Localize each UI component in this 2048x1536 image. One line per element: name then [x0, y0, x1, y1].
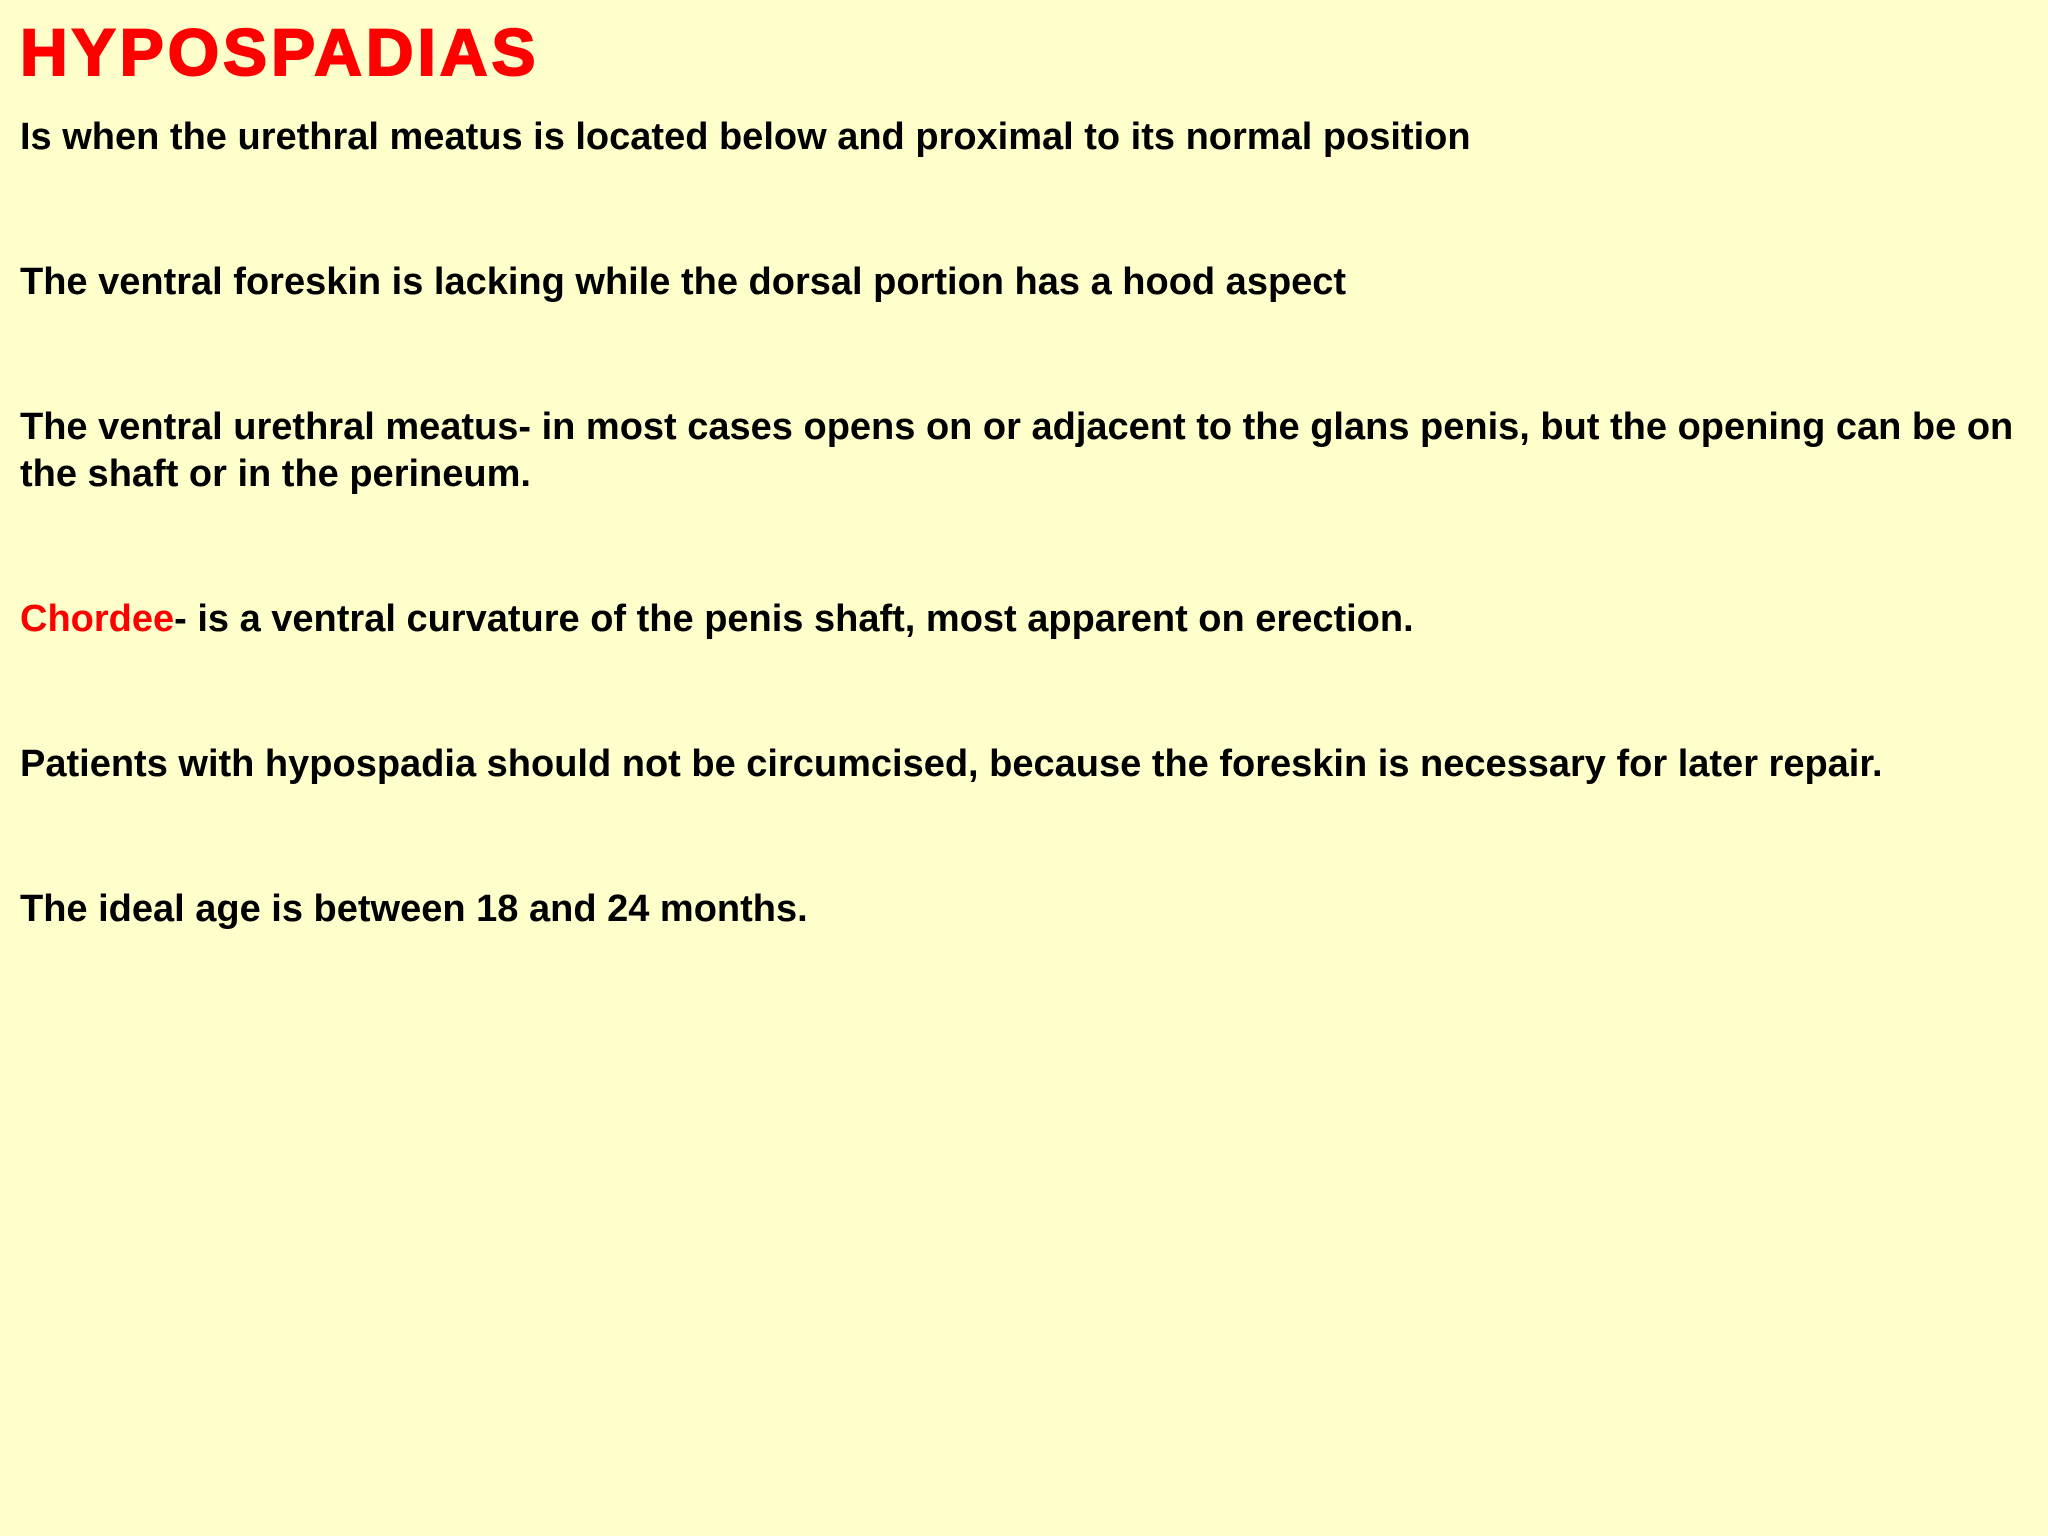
paragraph-meatus-location: The ventral urethral meatus- in most cases opens on or adjacent to the glans penis, but the opening can be on the shaft or in the perineum.	[20, 406, 2014, 495]
paragraph-foreskin: The ventral foreskin is lacking while the dorsal portion has a hood aspect	[20, 261, 1347, 303]
chordee-term: Chordee	[20, 598, 175, 640]
paragraph-chordee	[20, 596, 2030, 643]
paragraph-ideal-age: The ideal age is between 18 and 24 months.	[20, 888, 808, 930]
slide-title: HYPOSPADIAS	[20, 15, 540, 89]
paragraph-definition: Is when the urethral meatus is located below and proximal to its normal position	[20, 116, 1471, 158]
paragraph-circumcision: Patients with hypospadia should not be circumcised, because the foreskin is necessary for later repair.	[20, 743, 1883, 785]
chordee-definition: - is a ventral curvature of the penis shaft, most apparent on erection.	[174, 598, 1414, 640]
